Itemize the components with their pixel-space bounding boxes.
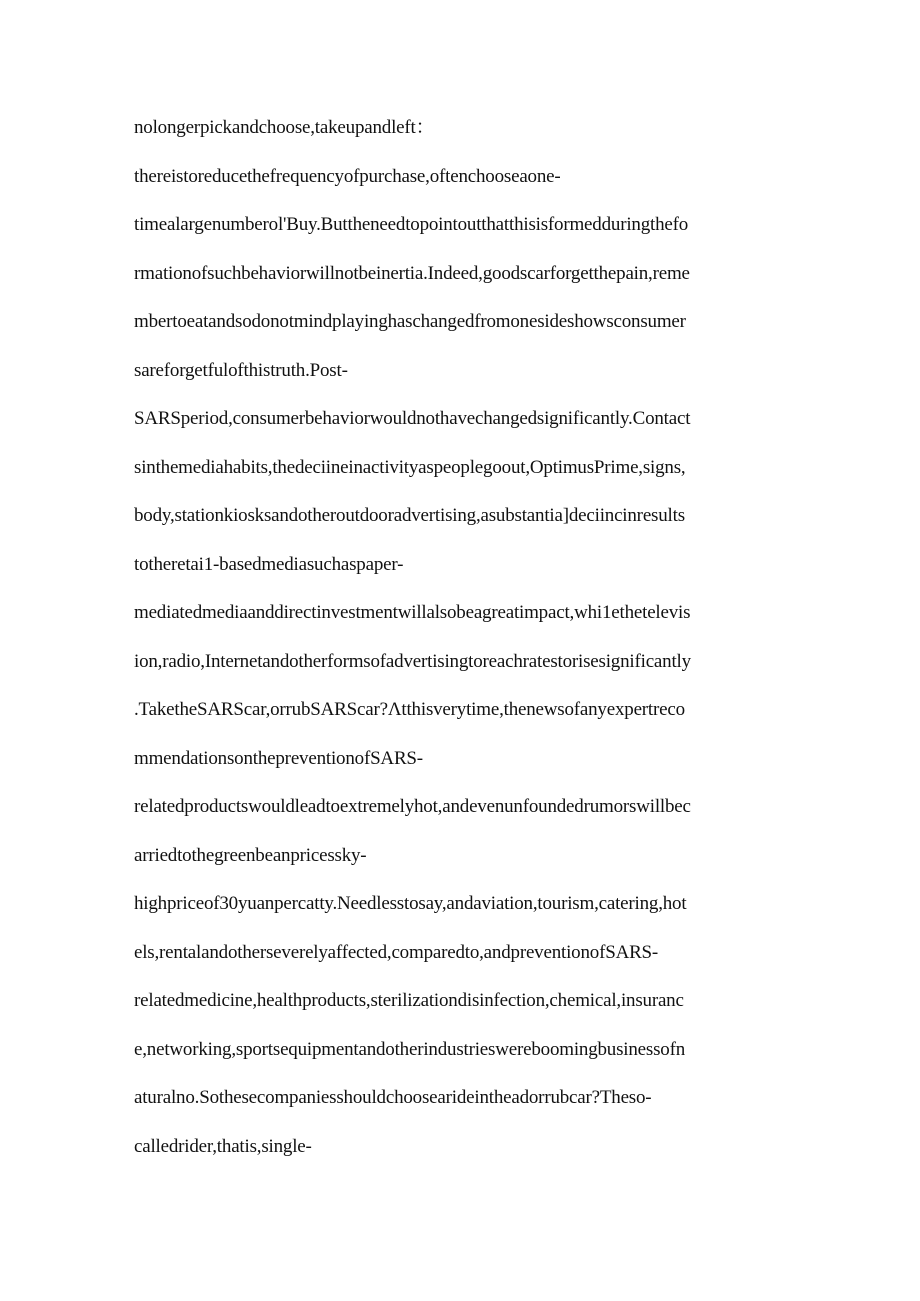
- text-line: timealargenumberol'Buy.Buttheneedtopointoutthatthisisformedduringthefo: [134, 214, 689, 235]
- text-line: highpriceof30yuanpercatty.Needlesstosay,andaviation,tourism,catering,hot: [134, 893, 687, 914]
- text-line: sinthemediahabits,thedeciineinactivityaspeoplegoout,OptimusPrime,signs,: [134, 456, 686, 478]
- text-line: SARSperiod,consumerbehaviorwouldnothavechangedsignificantly.Contact: [134, 408, 691, 429]
- text-line: .TaketheSARScar,orrubSARScar?Λtthisverytime,thenewsofanyexpertreco: [134, 699, 685, 720]
- text-line: els,rentalandotherseverelyaffected,comparedto,andpreventionofSARS-: [134, 941, 659, 963]
- text-line: calledrider,thatis,single-: [134, 1135, 312, 1157]
- text-line: aturalno.Sothesecompaniesshouldchoosearideintheadorrubcar?Theso-: [134, 1087, 652, 1108]
- text-line: e,networking,sportsequipmentandotherindustrieswereboomingbusinessofn: [134, 1038, 686, 1060]
- text-line: rmationofsuchbehaviorwillnotbeinertia.Indeed,goodscarforgetthepain,reme: [134, 262, 690, 284]
- text-line: ion,radio,Internetandotherformsofadvertisingtoreachratestorisesignificantly: [134, 650, 691, 672]
- text-line: sareforgetfulofthistruth.Post-: [134, 359, 348, 381]
- text-line: nolongerpickandchoose,takeupandleft：: [134, 117, 435, 138]
- text-line: mbertoeatandsodonotmindplayinghaschangedfromonesideshowsconsumer: [134, 311, 686, 332]
- text-line: relatedmedicine,healthproducts,sterilizationdisinfection,chemical,insuranc: [134, 990, 684, 1011]
- text-line: mmendationsonthepreventionofSARS-: [134, 747, 423, 769]
- text-line: relatedproductswouldleadtoextremelyhot,andevenunfoundedrumorswillbec: [134, 796, 691, 817]
- body-text: [134, 110, 794, 1177]
- text-line: arriedtothegreenbeanpricessky-: [134, 844, 367, 866]
- text-line: thereistoreducethefrequencyofpurchase,oftenchooseaone-: [134, 165, 561, 187]
- text-line: mediatedmediaanddirectinvestmentwillalsobeagreatimpact,whi1ethetelevis: [134, 602, 691, 623]
- text-line: totheretai1-basedmediasuchaspaper-: [134, 553, 404, 575]
- text-line: body,stationkiosksandotheroutdooradvertising,asubstantia]deciincinresults: [134, 505, 685, 526]
